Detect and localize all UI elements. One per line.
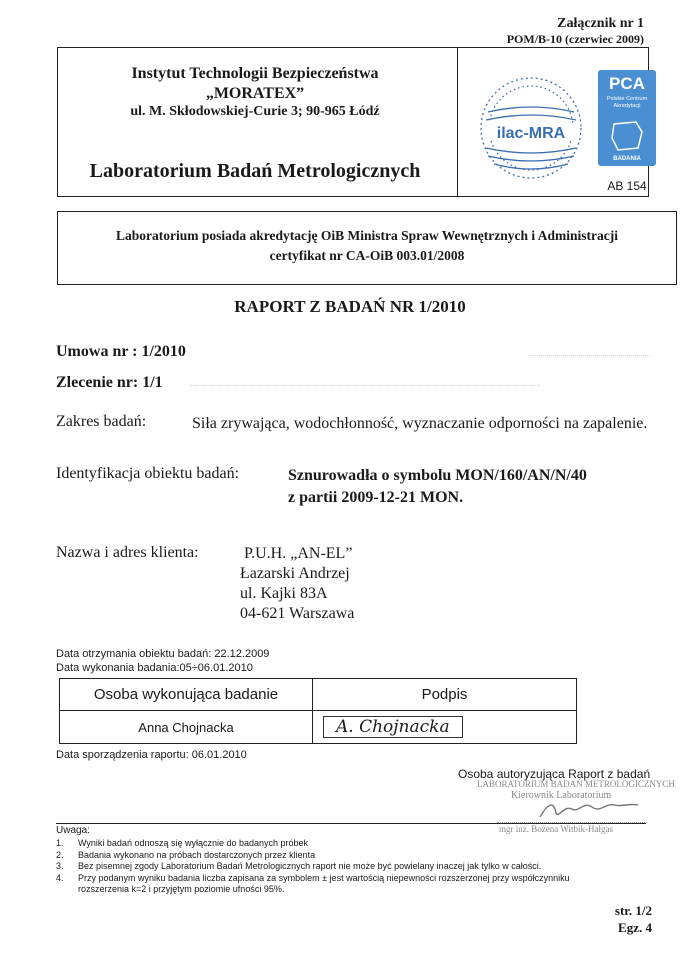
scope-value: Siła zrywająca, wodochłonność, wyznaczanie odporności na zapalenie. <box>192 415 648 432</box>
institute-name <box>60 64 450 104</box>
note-number: 3. <box>56 861 64 871</box>
client-label: Nazwa i adres klienta: <box>56 544 199 561</box>
laboratory-name: Laboratorium Badań Metrologicznych <box>89 160 421 182</box>
accreditation-line1: Laboratorium posiada akredytację OiB Ministra Spraw Wewnętrznych i Administracji <box>116 228 618 243</box>
pca-logo-title: PCA <box>609 74 645 93</box>
institute-name-line2: „MORATEX” <box>205 85 305 102</box>
object-value-line1: Sznurowadła o symbolu MON/160/AN/N/40 <box>288 467 587 484</box>
accreditation-line2: certyfikat nr CA-OiB 003.01/2008 <box>269 248 465 263</box>
note-item <box>56 873 616 896</box>
note-number: 1. <box>56 838 64 848</box>
client-line4: 04-621 Warszawa <box>240 605 355 622</box>
authorizer-signature <box>534 795 644 823</box>
notes-divider <box>56 823 646 824</box>
tester-signature: A. Chojnacka <box>323 716 463 738</box>
pca-logo-badania: BADANIA <box>613 156 641 162</box>
date-tested: Data wykonania badania:05÷06.01.2010 <box>56 662 253 674</box>
note-text: Badania wykonano na próbach dostarczonych przez klienta <box>78 849 316 860</box>
scope-label: Zakres badań: <box>56 413 147 430</box>
client-address <box>240 544 354 624</box>
pca-map-icon <box>606 118 648 154</box>
client-line3: ul. Kajki 83A <box>240 585 328 602</box>
ilac-mra-logo <box>476 68 586 188</box>
tester-table <box>59 678 577 744</box>
header-divider <box>457 47 458 197</box>
note-number: 4. <box>56 872 64 883</box>
date-prepared: Data sporządzenia raportu: 06.01.2010 <box>56 749 247 761</box>
copy-number: Egz. 4 <box>618 920 652 935</box>
tester-column-header: Osoba wykonująca badanie <box>60 679 313 711</box>
stamp-line1: LABORATORIUM BADAŃ METROLOGICZNYCH <box>477 779 675 789</box>
note-number: 2. <box>56 849 64 860</box>
client-line1: P.U.H. „AN-EL” <box>244 545 353 562</box>
notes-title: Uwaga: <box>56 825 90 836</box>
tester-name: Anna Chojnacka <box>60 711 313 744</box>
institute-address: ul. M. Skłodowskiej-Curie 3; 90-965 Łódź <box>130 104 380 119</box>
note-text: Wyniki badań odnoszą się wyłącznie do badanych próbek <box>78 838 309 848</box>
order-number: Zlecenie nr: 1/1 <box>56 374 163 391</box>
contract-number: Umowa nr : 1/2010 <box>56 343 186 360</box>
page-number: str. 1/2 <box>614 903 652 918</box>
institute-name-line1: Instytut Technologii Bezpieczeństwa <box>131 65 379 82</box>
stamp-line3: mgr inż. Bożena Witbik-Hałgas <box>499 824 613 834</box>
pca-logo-subtitle-line1: Polskie Centrum <box>606 96 648 102</box>
divider <box>190 385 540 386</box>
pca-logo-subtitle-line2: Akredytacji <box>613 103 641 109</box>
authorization-label: Osoba autoryzująca Raport z badań <box>458 767 651 781</box>
object-label: Identyfikacja obiektu badań: <box>56 465 240 482</box>
note-text: Przy podanym wyniku badania liczba zapisana za symbolem ± jest wartością niepewności rozszerzonej przy współczynniku rozszerzenia k=2 i przyjętym poziomie ufności 95%. <box>78 872 570 894</box>
accreditation-number: AB 154 <box>607 179 647 193</box>
pca-logo-subtitle <box>598 96 656 110</box>
annex-title: Załącznik nr 1 <box>557 16 644 31</box>
tester-signature-cell <box>313 711 577 744</box>
note-item <box>56 850 616 862</box>
note-text: Bez pisemnej zgody Laboratorium Badań Metrologicznych raport nie może być powielany inaczej jak tylko w całości. <box>78 861 542 871</box>
signature-column-header: Podpis <box>313 679 577 711</box>
note-item <box>56 838 616 850</box>
client-line2: Łazarski Andrzej <box>240 565 350 582</box>
notes-list <box>56 838 616 896</box>
object-value-line2: z partii 2009-12-21 MON. <box>288 489 464 506</box>
annex-code: POM/B-10 (czerwiec 2009) <box>506 32 644 46</box>
date-received: Data otrzymania obiektu badań: 22.12.2009 <box>56 648 270 660</box>
annex-header <box>507 16 644 47</box>
object-value <box>288 465 587 509</box>
note-item <box>56 861 616 873</box>
report-title: RAPORT Z BADAŃ NR 1/2010 <box>234 297 466 316</box>
divider <box>530 355 650 356</box>
stamp-line2: Kierownik Laboratorium <box>511 790 612 801</box>
ilac-logo-text: ilac-MRA <box>496 125 566 142</box>
